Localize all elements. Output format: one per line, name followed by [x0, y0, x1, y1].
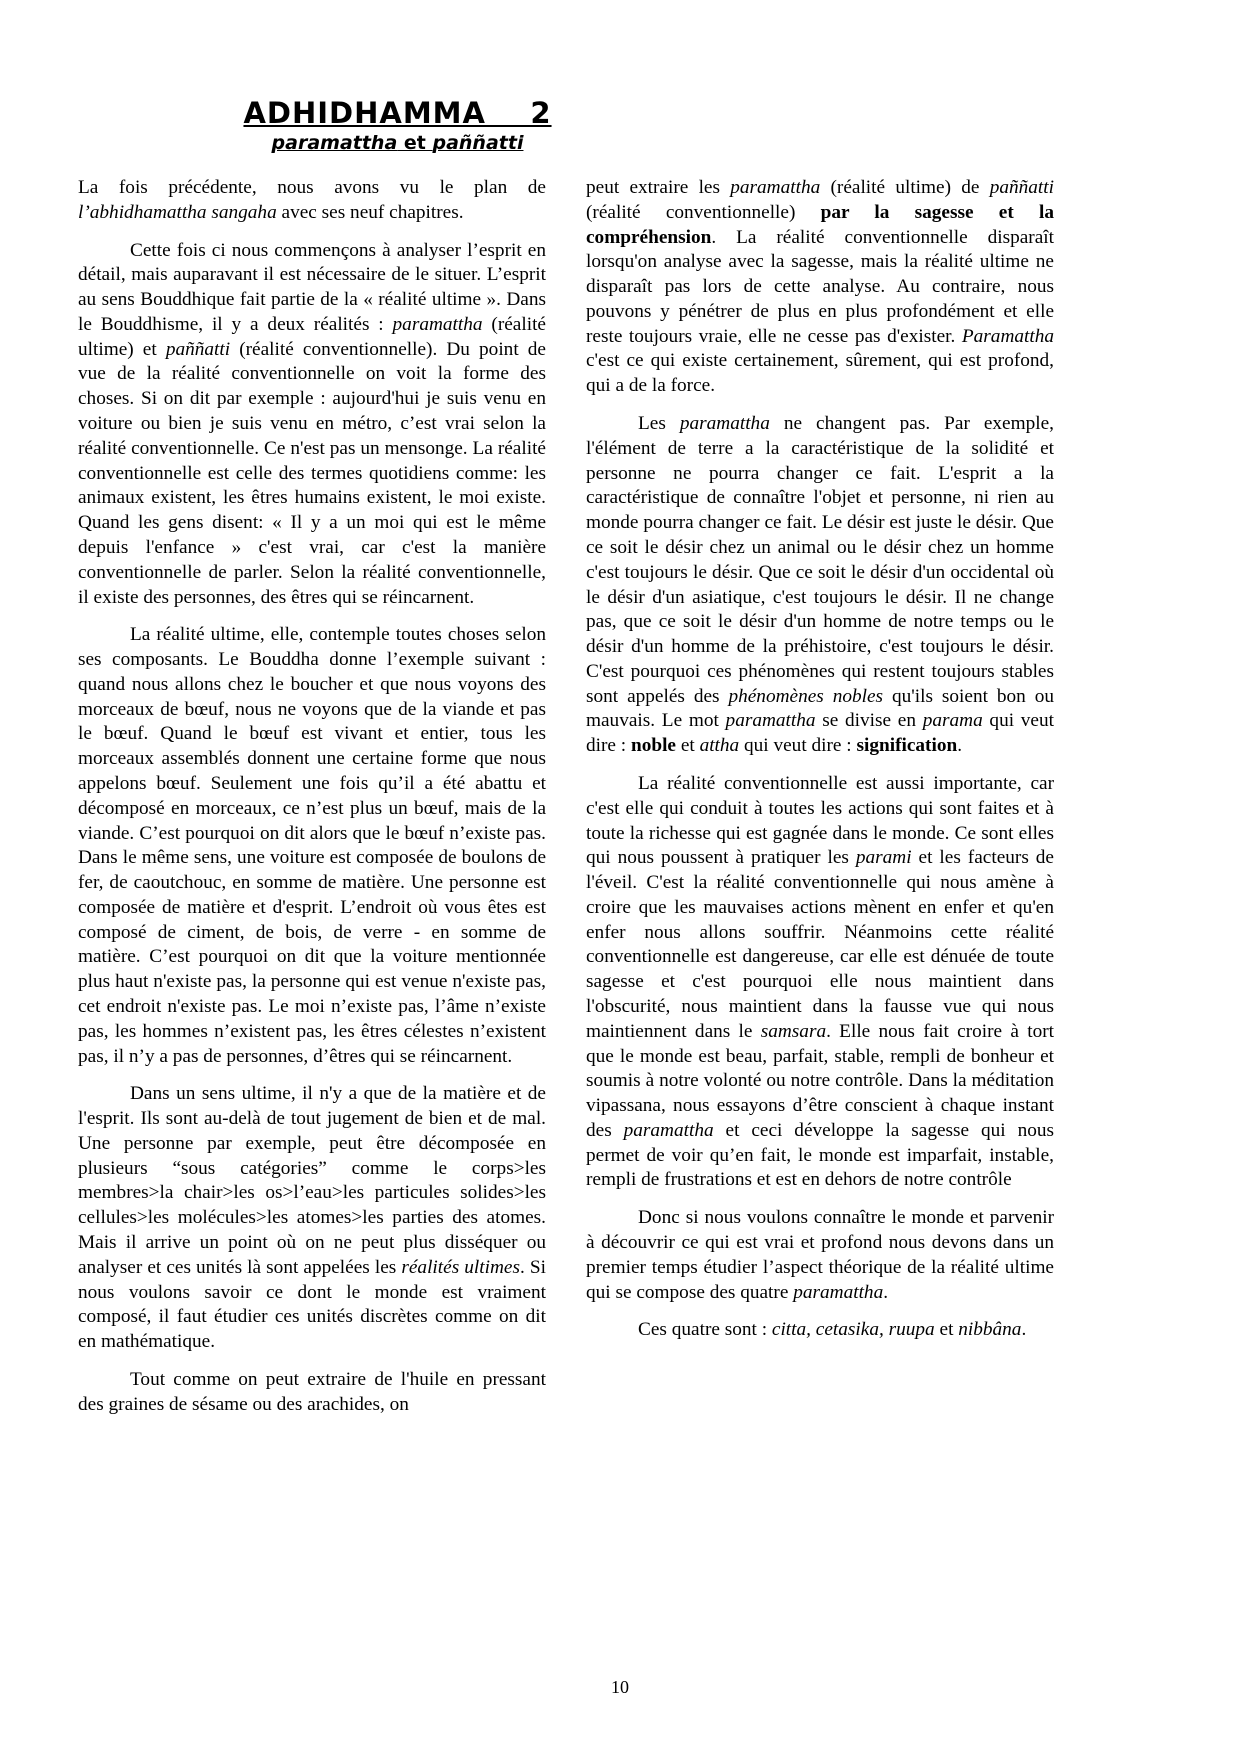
paragraph [586, 1206, 1054, 1305]
paragraph [586, 176, 1054, 399]
text-run: La fois précédente, nous avons vu le plan de [78, 177, 546, 198]
italic-text-run: attha [699, 735, 740, 757]
text-run: Cette fois ci nous commençons à analyser l’esprit en détail, mais auparavant il est nécessaire de le situer. L’esprit au sens Bouddhique fait partie de la « réalité ultime ». Dans le Bouddhisme, il y a deux réalités : [78, 239, 546, 335]
italic-text-run: paramattha [725, 710, 816, 732]
italic-text-run: paramattha [793, 1281, 884, 1303]
italic-text-run: l’abhidhamattha sangaha [78, 201, 277, 223]
text-run: (réalité conventionnelle). Du point de vue de la réalité conventionnelle on voit la forme des choses. Si on dit par exemple : aujourd'hui je suis venu en voiture ou bien je suis venu en métro, c’est vrai selon la réalité conventionnelle. Ce n'est pas un mensonge. La réalité conventionnelle est celle des termes quotidiens comme: les animaux existent, les êtres humains existent, le moi existe. Quand les gens disent: « Il y a un moi qui est le même depuis l'enfance » c'est vrai, car c'est la manière conventionnelle de parler. Selon la réalité conventionnelle, il existe des personnes, des êtres qui se réincarnent. [78, 338, 546, 608]
text-run: Tout comme on peut extraire de l'huile en pressant des graines de sésame ou des arachides, on [78, 1368, 546, 1415]
text-run: Dans un sens ultime, il n'y a que de la matière et de l'esprit. Ils sont au-delà de tout jugement de bien et de mal. Une personne par exemple, peut être décomposée en plusieurs “sous catégories” comme le corps>les membres>la chair>les os>l’eau>les particules solides>les cellules>les molécules>les atomes>les parties des atomes. Mais il arrive un point où on ne peut plus disséquer ou analyser et ces unités là sont appelées les [78, 1083, 546, 1278]
text-run: c'est ce qui existe certainement, sûrement, qui est profond, qui a de la force. [586, 350, 1054, 397]
subtitle-term-pannatti: paññatti [432, 132, 524, 154]
text-run: se divise en [815, 710, 923, 732]
italic-text-run: parami [855, 847, 912, 869]
paragraph [78, 1082, 546, 1355]
text-run: Les [638, 413, 680, 435]
italic-text-run: Paramattha [961, 325, 1054, 347]
text-run: . Elle nous fait croire à tort que le monde est beau, parfait, stable, rempli de bonheur et soumis à notre volonté ou notre contrôle. Dans la méditation vipassana, nous essayons d’être conscient à chaque instant des [586, 1020, 1054, 1141]
text-run: Donc si nous voulons connaître le monde et parvenir à découvrir ce qui est vrai et profond nous devons dans un premier temps étudier l’aspect théorique de la réalité ultime qui se compose des quatre [586, 1207, 1054, 1303]
bold-text-run: noble [630, 735, 676, 757]
italic-text-run: paramattha [392, 313, 483, 335]
text-run: qui veut dire : [586, 710, 1054, 757]
paragraph [586, 772, 1054, 1193]
italic-text-run: phénomènes nobles [728, 685, 884, 707]
text-run: (réalité conventionnelle) [586, 201, 821, 223]
subtitle-term-paramattha: paramattha [271, 132, 398, 154]
text-run: et les facteurs de l'éveil. C'est la réalité conventionnelle qui nous amène à croire que les mauvaises actions mènent en enfer et qu'en enfer nous allons souffrir. Néanmoins cette réalité conventionnelle est dangereuse, car elle est dénuée de toute sagesse et c'est pourquoi elle nous maintient dans l'obscurité, nous maintient dans la fausse vue qui nous maintiennent dans le [586, 847, 1054, 1042]
bold-text-run: signification [856, 735, 958, 757]
text-run: . [957, 735, 963, 757]
text-run: peut extraire les [586, 177, 731, 198]
text-run: (réalité ultime) de [820, 177, 990, 198]
text-run: . La réalité conventionnelle disparaît lorsqu'on analyse avec la sagesse, mais la réalité ultime ne disparaît pas lors de cette analyse. Au contraire, nous pouvons y pénétrer de plus en plus profondément et elle reste toujours vraie, elle ne cesse pas d'exister. [586, 226, 1054, 347]
two-column-body [78, 176, 1162, 1418]
paragraph [78, 176, 546, 226]
text-run: (réalité ultime) et [78, 313, 546, 360]
page-number: 10 [611, 1677, 629, 1697]
text-run: . [1021, 1319, 1027, 1341]
text-run: Ces quatre sont : [638, 1319, 772, 1341]
text-run: avec ses neuf chapitres. [276, 201, 464, 223]
right-column [586, 176, 1054, 1343]
italic-text-run: paramattha [679, 413, 770, 435]
text-run: qu'ils soient bon ou mauvais. Le mot [586, 685, 1055, 732]
italic-text-run: paramattha [623, 1119, 714, 1141]
italic-text-run: paramattha [730, 177, 821, 198]
left-column [78, 176, 546, 1418]
italic-text-run: samsara [760, 1020, 827, 1042]
paragraph [78, 623, 546, 1069]
page-subtitle [272, 132, 524, 154]
italic-text-run: citta, cetasika, ruupa [771, 1319, 935, 1341]
text-run: qui veut dire : [739, 735, 857, 757]
title-block [170, 96, 625, 154]
text-run: et [676, 735, 700, 757]
text-run: La réalité ultime, elle, contemple toutes choses selon ses composants. Le Bouddha donne l’exemple suivant : quand nous allons chez le boucher et que nous voyons des morceaux de bœuf, nous ne voyons que de la viande et pas le bœuf. Quand le bœuf est vivant et entier, tous les morceaux assemblés donnent une certaine forme que nous appelons bœuf. Seulement une fois qu’il a été abattu et décomposé en morceaux, ce n’est plus un bœuf, mais de la viande. C’est pourquoi on dit alors que le bœuf n’existe pas. Dans le même sens, une voiture est composée de boulons de fer, de caoutchouc, en somme de matière. Une personne est composée de matière et d'esprit. L’endroit où vous êtes est composé de ciment, de bois, de verre - en somme de matière. C’est pourquoi on dit que la voiture mentionnée plus haut n'existe pas, la personne qui est venue n'existe pas, cet endroit n'existe pas. Le moi n’existe pas, l’âme n’existe pas, les hommes n’existent pas, les êtres célestes n’existent pas, il n’y a pas de personnes, d’êtres qui se réincarnent. [78, 624, 546, 1067]
italic-text-run: parama [922, 710, 983, 732]
subtitle-conjunction: et [397, 132, 433, 154]
text-run: . [883, 1281, 889, 1303]
paragraph [78, 1368, 546, 1418]
italic-text-run: réalités ultimes [401, 1256, 520, 1278]
text-run: et [934, 1319, 959, 1341]
italic-text-run: paññatti [989, 177, 1054, 198]
text-run: La réalité conventionnelle est aussi importante, car c'est elle qui conduit à toutes les actions qui sont faites et à toute la richesse qui est gagnée dans le monde. Ce sont elles qui nous poussent à pratiquer les [586, 772, 1054, 869]
bold-text-run: par la sagesse et la compréhension [586, 201, 1054, 248]
italic-text-run: nibbâna [958, 1319, 1022, 1341]
text-run: ne changent pas. Par exemple, l'élément de terre a la caractéristique de la solidité et personne ne pourra changer ce fait. L'esprit a la caractéristique de connaître l'objet et personne, ni rien au monde pourra changer ce fait. Le désir est juste le désir. Que ce soit le désir chez un animal ou le désir chez un homme c'est toujours le désir. Que ce soit le désir d'un occidental où le désir d'un asiatique, c'est toujours le désir. Il ne change pas, que ce soit le désir d'un homme de notre temps ou le désir d'un homme de la préhistoire, c'est toujours le désir. C'est pourquoi ces phénomènes qui restent toujours stables sont appelés des [586, 413, 1054, 707]
text-run: . Si nous voulons savoir ce dont le monde est vraiment composé, il faut étudier ces unités discrètes comme on dit en mathématique. [78, 1256, 546, 1353]
page-title: ADHIDHAMMA 2 [243, 96, 552, 130]
paragraph [78, 239, 546, 611]
italic-text-run: paññatti [165, 338, 231, 360]
paragraph [586, 1318, 1054, 1343]
paragraph [586, 412, 1054, 759]
text-run: et ceci développe la sagesse qui nous permet de voir qu’en fait, le monde est imparfait, instable, rempli de frustrations et est en dehors de notre contrôle [586, 1119, 1054, 1191]
